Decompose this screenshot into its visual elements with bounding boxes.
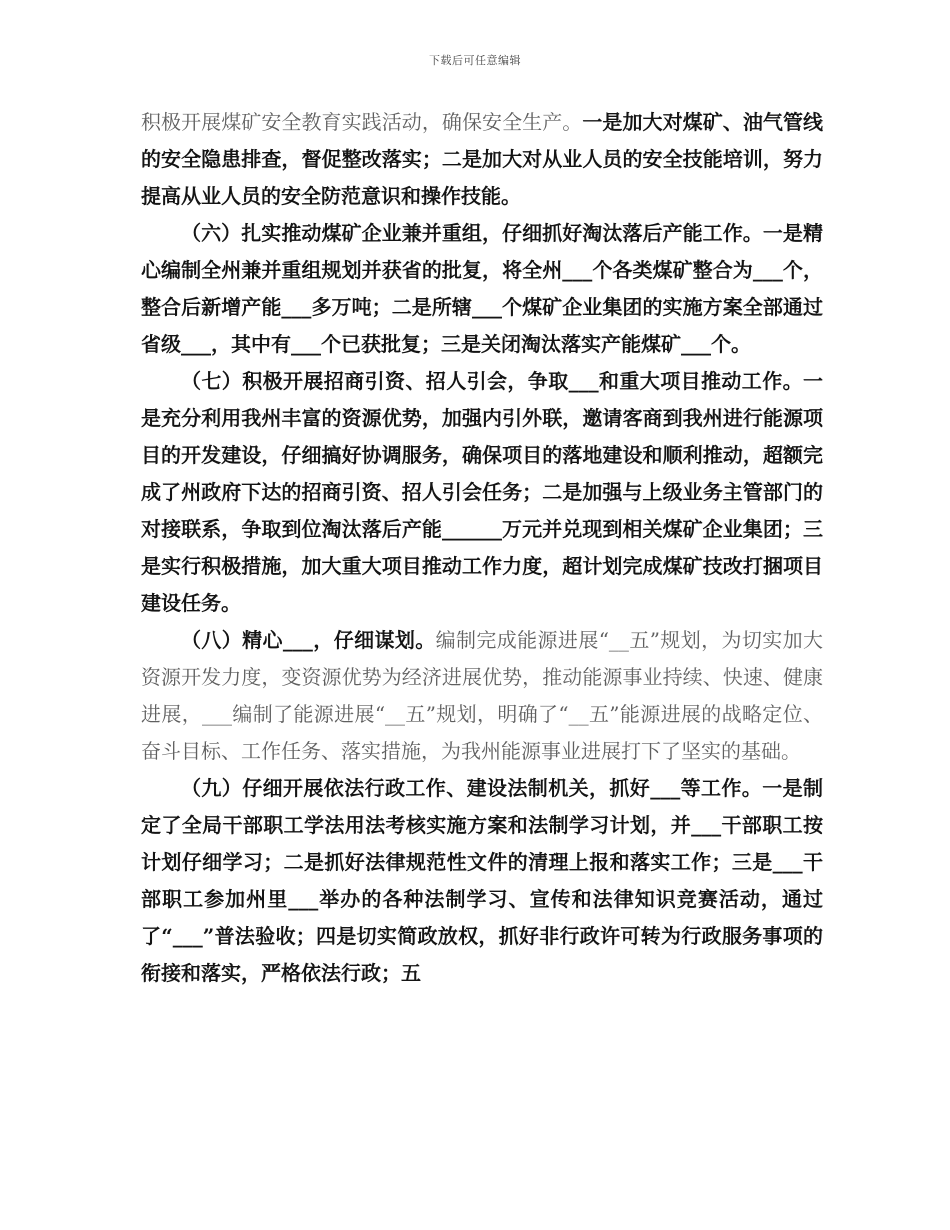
paragraph-section-8-text: 编制完成能源进展“__五”规划，为切实加大资源开发力度，变资源优势为经济进展优势，推动能源事业持续、快速、健康进展，___编制了能源进展“__五”规划，明确了“__五”能源进展的战略定位、奋斗目标、工作任务、落实措施，为我州能源事业进展打下了坚实的基础。: [141, 628, 824, 763]
document-body: [141, 104, 823, 992]
paragraph-1: [141, 104, 823, 215]
paragraph-section-6: [141, 215, 823, 363]
header-text: 下载后可任意编辑: [429, 54, 521, 67]
paragraph-1-bold-text: 一是加大对煤矿、油气管线的安全隐患排查，督促整改落实；二是加大对从业人员的安全技能培训，努力提高从业人员的安全防范意识和操作技能。: [141, 110, 824, 208]
paragraph-section-8: [141, 622, 823, 770]
page-header: [0, 52, 950, 68]
paragraph-section-9-text: （九）仔细开展依法行政工作、建设法制机关，抓好___等工作。一是制定了全局干部职工学法用法考核实施方案和法制学习计划，并___干部职工按计划仔细学习；二是抓好法律规范性文件的清理上报和落实工作；三是___干部职工参加州里___举办的各种法制学习、宣传和法律知识竞赛活动，通过了“___”普法验收；四是切实简政放权，抓好非行政许可转为行政服务事项的衔接和落实，严格依法行政；五: [141, 776, 823, 985]
paragraph-section-9: [141, 770, 823, 992]
paragraph-section-7-text: （七）积极开展招商引资、招人引会，争取___和重大项目推动工作。一是充分利用我州丰富的资源优势，加强内引外联，邀请客商到我州进行能源项目的开发建设，仔细搞好协调服务，确保项目的落地建设和顺利推动，超额完成了州政府下达的招商引资、招人引会任务；二是加强与上级业务主管部门的对接联系，争取到位淘汰落后产能______万元并兑现到相关煤矿企业集团；三是实行积极措施，加大重大项目推动工作力度，超计划完成煤矿技改打捆项目建设任务。: [141, 369, 823, 615]
paragraph-1-light-text: 积极开展煤矿安全教育实践活动，确保安全生产。: [141, 110, 583, 134]
paragraph-section-6-text: （六）扎实推动煤矿企业兼并重组，仔细抓好淘汰落后产能工作。一是精心编制全州兼并重组规划并获省的批复，将全州___个各类煤矿整合为___个，整合后新增产能___多万吨；二是所辖___个煤矿企业集团的实施方案全部通过省级___，其中有___个已获批复；三是关闭淘汰落实产能煤矿___个。: [141, 221, 823, 356]
paragraph-section-8-heading: （八）精心___，仔细谋划。: [181, 628, 436, 652]
paragraph-section-7: [141, 363, 823, 622]
